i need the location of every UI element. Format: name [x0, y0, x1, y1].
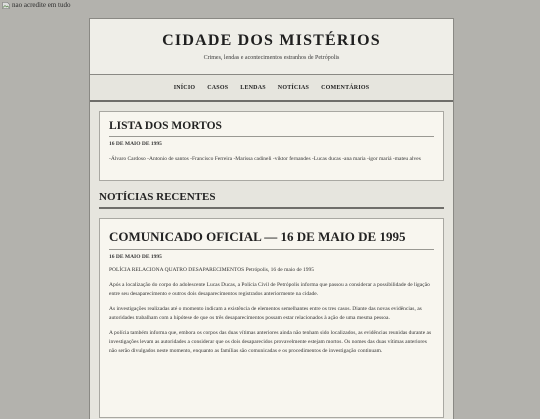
site-header — [90, 19, 453, 75]
broken-image-icon — [2, 2, 10, 9]
broken-image-alt-text: nao acredite em tudo — [12, 1, 71, 9]
main-nav — [90, 75, 453, 102]
nav-noticias[interactable]: NOTÍCIAS — [277, 84, 310, 91]
site-subtitle: Crimes, lendas e acontecimentos estranhos de Petrópolis — [203, 55, 340, 61]
page-container — [89, 18, 454, 419]
dead-list-date: 16 DE MAIO DE 1995 — [109, 141, 162, 147]
news-card — [99, 218, 444, 418]
news-title: COMUNICADO OFICIAL — 16 DE MAIO DE 1995 — [109, 219, 434, 250]
nav-casos[interactable]: CASOS — [207, 84, 229, 91]
dead-list-card — [99, 111, 444, 181]
news-date: 16 DE MAIO DE 1995 — [109, 254, 162, 260]
nav-comentarios[interactable]: COMENTÁRIOS — [321, 84, 370, 91]
nav-inicio[interactable]: INÍCIO — [173, 84, 196, 91]
broken-image — [2, 1, 71, 9]
dead-list-names: -Álvaro Cardoso -Antonio de santos -Francisco Ferreira -Marissa cadineli -viktor fernandes -Lucas ducas -ana maria -igor mariá -mateu alves — [109, 156, 421, 162]
site-title: CIDADE DOS MISTÉRIOS — [162, 32, 381, 49]
news-paragraph-2: Após a localização do corpo do adolescente Lucas Ducas, a Polícia Civil de Petrópolis informa que passou a considerar a possibilidade de ligação entre seu desaparecimento e outros dois desaparecimentos registrados anteriormente na cidade. — [109, 282, 430, 297]
dead-list-title: LISTA DOS MORTOS — [109, 112, 434, 137]
news-paragraph-3: As investigações realizadas até o momento indicam a existência de elementos semelhantes entre os tres casos. Diante das novas evidências, as autoridades trabalham com a hipótese de que os três desaparecimentos possam estar relacionados à ação de uma mesma pessoa. — [109, 306, 422, 321]
news-paragraph-4: A polícia também informa que, embora os corpos das duas vítimas anteriores ainda não tenham sido localizados, as evidências reunidas durante as investigações levam as autoridades a considerar que os dois desaparecidos provavelmente estejam mortos. Os nomes das duas vítimas anteriores não serão divulgados neste momento, enquanto as famílias são comunicadas e os procedimentos de investigação continuam. — [109, 330, 432, 354]
news-paragraph-1: POLÍCIA RELACIONA QUATRO DESAPARECIMENTOS Petrópolis, 16 de maio de 1995 — [109, 267, 315, 273]
recent-news-heading: NOTÍCIAS RECENTES — [99, 191, 444, 209]
nav-lendas[interactable]: LENDAS — [240, 84, 266, 91]
